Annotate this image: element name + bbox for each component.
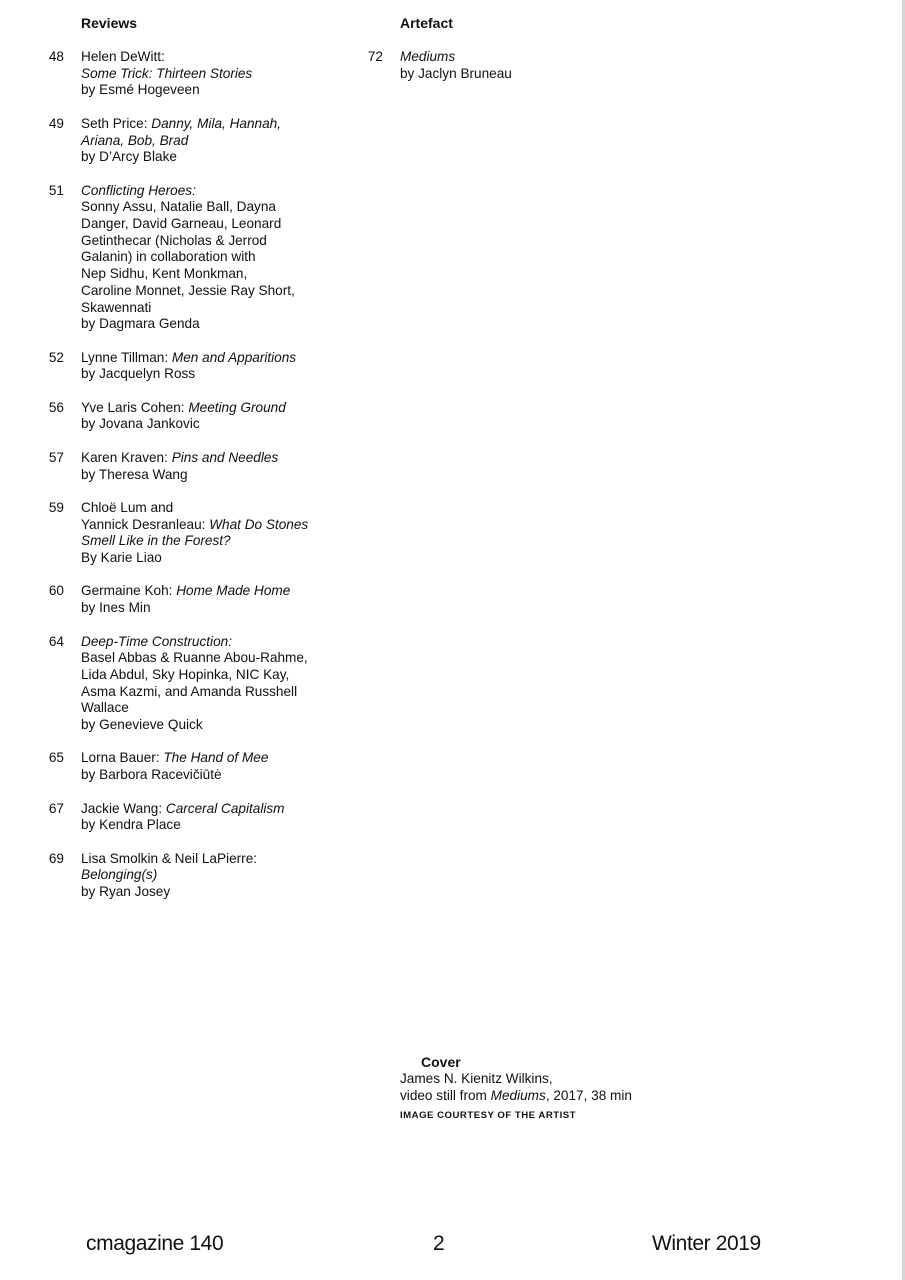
page-ref: 52 bbox=[48, 349, 64, 365]
page-ref: 60 bbox=[48, 583, 64, 599]
text-line bbox=[400, 49, 640, 66]
text-line bbox=[81, 283, 321, 300]
text-line bbox=[81, 550, 321, 567]
text-line bbox=[400, 1071, 720, 1088]
text-run: Skawennati bbox=[81, 299, 152, 315]
page-ref: 57 bbox=[48, 449, 64, 465]
italic-title: Mediums bbox=[400, 49, 456, 64]
text-run: Chloë Lum and bbox=[81, 499, 174, 515]
text-line bbox=[81, 851, 321, 868]
text-line bbox=[81, 350, 321, 367]
text-run: by Esmé Hogeveen bbox=[81, 82, 200, 98]
text-run: Basel Abbas & Ruanne Abou-Rahme, bbox=[81, 650, 308, 666]
issue-season: Winter 2019 bbox=[652, 1232, 761, 1255]
entry-text bbox=[81, 49, 321, 99]
italic-title: Conflicting Heroes: bbox=[81, 182, 196, 198]
text-line bbox=[81, 650, 321, 667]
text-run: Lisa Smolkin & Neil LaPierre: bbox=[81, 850, 258, 866]
page-ref: 72 bbox=[367, 49, 383, 64]
italic-title: What Do Stones bbox=[209, 516, 309, 532]
text-line bbox=[81, 199, 321, 216]
text-line bbox=[81, 700, 321, 717]
italic-title: Deep-Time Construction: bbox=[81, 633, 232, 649]
cover-label: Cover bbox=[421, 1054, 461, 1070]
text-run: Yve Laris Cohen: bbox=[81, 399, 189, 415]
italic-title: Home Made Home bbox=[176, 583, 291, 599]
page-ref: 59 bbox=[48, 499, 64, 515]
italic-title: Some Trick: Thirteen Stories bbox=[81, 65, 253, 81]
cover-caption bbox=[400, 1071, 720, 1104]
text-line bbox=[81, 416, 321, 433]
text-line bbox=[81, 82, 321, 99]
text-line bbox=[81, 817, 321, 834]
entry-text bbox=[400, 49, 640, 82]
text-run: by Theresa Wang bbox=[81, 466, 188, 482]
entry-text bbox=[81, 400, 321, 433]
text-line bbox=[81, 316, 321, 333]
italic-title: Belonging(s) bbox=[81, 867, 158, 883]
page-ref: 48 bbox=[48, 49, 64, 64]
text-run: Lida Abdul, Sky Hopinka, NIC Kay, bbox=[81, 666, 290, 682]
text-line bbox=[81, 249, 321, 266]
text-line bbox=[81, 517, 321, 534]
page-ref: 67 bbox=[48, 800, 64, 816]
text-run: by Kendra Place bbox=[81, 817, 181, 833]
entry-text bbox=[81, 183, 321, 333]
page-ref: 51 bbox=[48, 182, 64, 198]
text-line bbox=[400, 1088, 720, 1105]
text-run: by Jaclyn Bruneau bbox=[400, 65, 512, 81]
text-line bbox=[81, 750, 321, 767]
text-line bbox=[81, 634, 321, 651]
entry-text bbox=[81, 116, 321, 166]
artefact-heading: Artefact bbox=[400, 15, 453, 31]
text-line bbox=[81, 801, 321, 818]
italic-title: Pins and Needles bbox=[171, 449, 279, 465]
text-run: by D’Arcy Blake bbox=[81, 149, 177, 165]
text-run: James N. Kienitz Wilkins, bbox=[400, 1071, 553, 1086]
text-run: Caroline Monnet, Jessie Ray Short, bbox=[81, 282, 295, 298]
text-line bbox=[81, 400, 321, 417]
text-run: Asma Kazmi, and Amanda Russhell bbox=[81, 683, 298, 699]
text-line bbox=[81, 717, 321, 734]
text-run: Yannick Desranleau: bbox=[81, 516, 210, 532]
text-run: by Barbora Racevičiūtė bbox=[81, 767, 222, 783]
text-run: Danger, David Garneau, Leonard bbox=[81, 216, 282, 231]
entry-text bbox=[81, 583, 321, 616]
text-line bbox=[81, 667, 321, 684]
text-run: video still from bbox=[400, 1087, 491, 1103]
text-line bbox=[81, 366, 321, 383]
text-run: by Genevieve Quick bbox=[81, 717, 203, 733]
magazine-issue-label: cmagazine 140 bbox=[86, 1232, 224, 1255]
italic-title: Danny, Mila, Hannah, bbox=[151, 115, 281, 131]
text-run: By Karie Liao bbox=[81, 550, 162, 565]
entry-text bbox=[81, 500, 321, 567]
italic-title: Mediums bbox=[490, 1087, 546, 1103]
text-line bbox=[81, 266, 321, 283]
image-credit: IMAGE COURTESY OF THE ARTIST bbox=[400, 1110, 577, 1121]
text-run: Getinthecar (Nicholas & Jerrod bbox=[81, 232, 267, 248]
entry-text bbox=[81, 801, 321, 834]
text-run: Galanin) in collaboration with bbox=[81, 249, 256, 265]
entry-text bbox=[81, 450, 321, 483]
entry-text bbox=[81, 634, 321, 734]
text-run: by Dagmara Genda bbox=[81, 316, 200, 332]
text-line bbox=[81, 533, 321, 550]
text-line bbox=[81, 116, 321, 133]
text-run: Karen Kraven: bbox=[81, 449, 172, 465]
text-line bbox=[81, 233, 321, 250]
text-run: Nep Sidhu, Kent Monkman, bbox=[81, 266, 248, 282]
page-number: 2 bbox=[433, 1232, 445, 1255]
text-line bbox=[81, 49, 321, 66]
text-run: Wallace bbox=[81, 700, 129, 716]
italic-title: Meeting Ground bbox=[188, 399, 286, 415]
entry-text bbox=[81, 851, 321, 901]
text-run: Lynne Tillman: bbox=[81, 349, 172, 365]
page-ref: 65 bbox=[48, 750, 64, 766]
text-run: by Jacquelyn Ross bbox=[81, 366, 196, 382]
text-line bbox=[81, 583, 321, 600]
page-ref: 64 bbox=[48, 633, 64, 649]
text-line bbox=[81, 767, 321, 784]
text-line bbox=[81, 183, 321, 200]
text-run: , 2017, 38 min bbox=[545, 1087, 632, 1103]
text-line bbox=[81, 66, 321, 83]
italic-title: Men and Apparitions bbox=[171, 349, 297, 365]
text-run: Sonny Assu, Natalie Ball, Dayna bbox=[81, 199, 276, 215]
text-run: Germaine Koh: bbox=[81, 583, 177, 599]
text-line bbox=[400, 66, 640, 83]
italic-title: Ariana, Bob, Brad bbox=[81, 132, 189, 148]
italic-title: Smell Like in the Forest? bbox=[81, 533, 231, 549]
page-ref: 56 bbox=[48, 399, 64, 415]
text-line bbox=[81, 149, 321, 166]
text-line bbox=[81, 867, 321, 884]
page-ref: 69 bbox=[48, 850, 64, 866]
text-run: Jackie Wang: bbox=[81, 800, 166, 816]
italic-title: Carceral Capitalism bbox=[165, 800, 285, 816]
text-run: Helen DeWitt: bbox=[81, 49, 165, 64]
text-run: by Ryan Josey bbox=[81, 884, 171, 899]
text-line bbox=[81, 216, 321, 233]
text-run: Lorna Bauer: bbox=[81, 750, 164, 766]
page-ref: 49 bbox=[48, 115, 64, 131]
text-line bbox=[81, 884, 321, 901]
text-line bbox=[81, 450, 321, 467]
text-line bbox=[81, 500, 321, 517]
italic-title: The Hand of Mee bbox=[163, 750, 269, 766]
entry-text bbox=[81, 350, 321, 383]
text-line bbox=[81, 133, 321, 150]
reviews-heading: Reviews bbox=[81, 15, 138, 31]
text-line bbox=[81, 684, 321, 701]
text-run: by Jovana Jankovic bbox=[81, 416, 200, 432]
text-line bbox=[81, 600, 321, 617]
text-run: by Ines Min bbox=[81, 600, 151, 616]
entry-text bbox=[81, 750, 321, 783]
text-run: Seth Price: bbox=[81, 115, 152, 131]
text-line bbox=[81, 467, 321, 484]
text-line bbox=[81, 300, 321, 317]
